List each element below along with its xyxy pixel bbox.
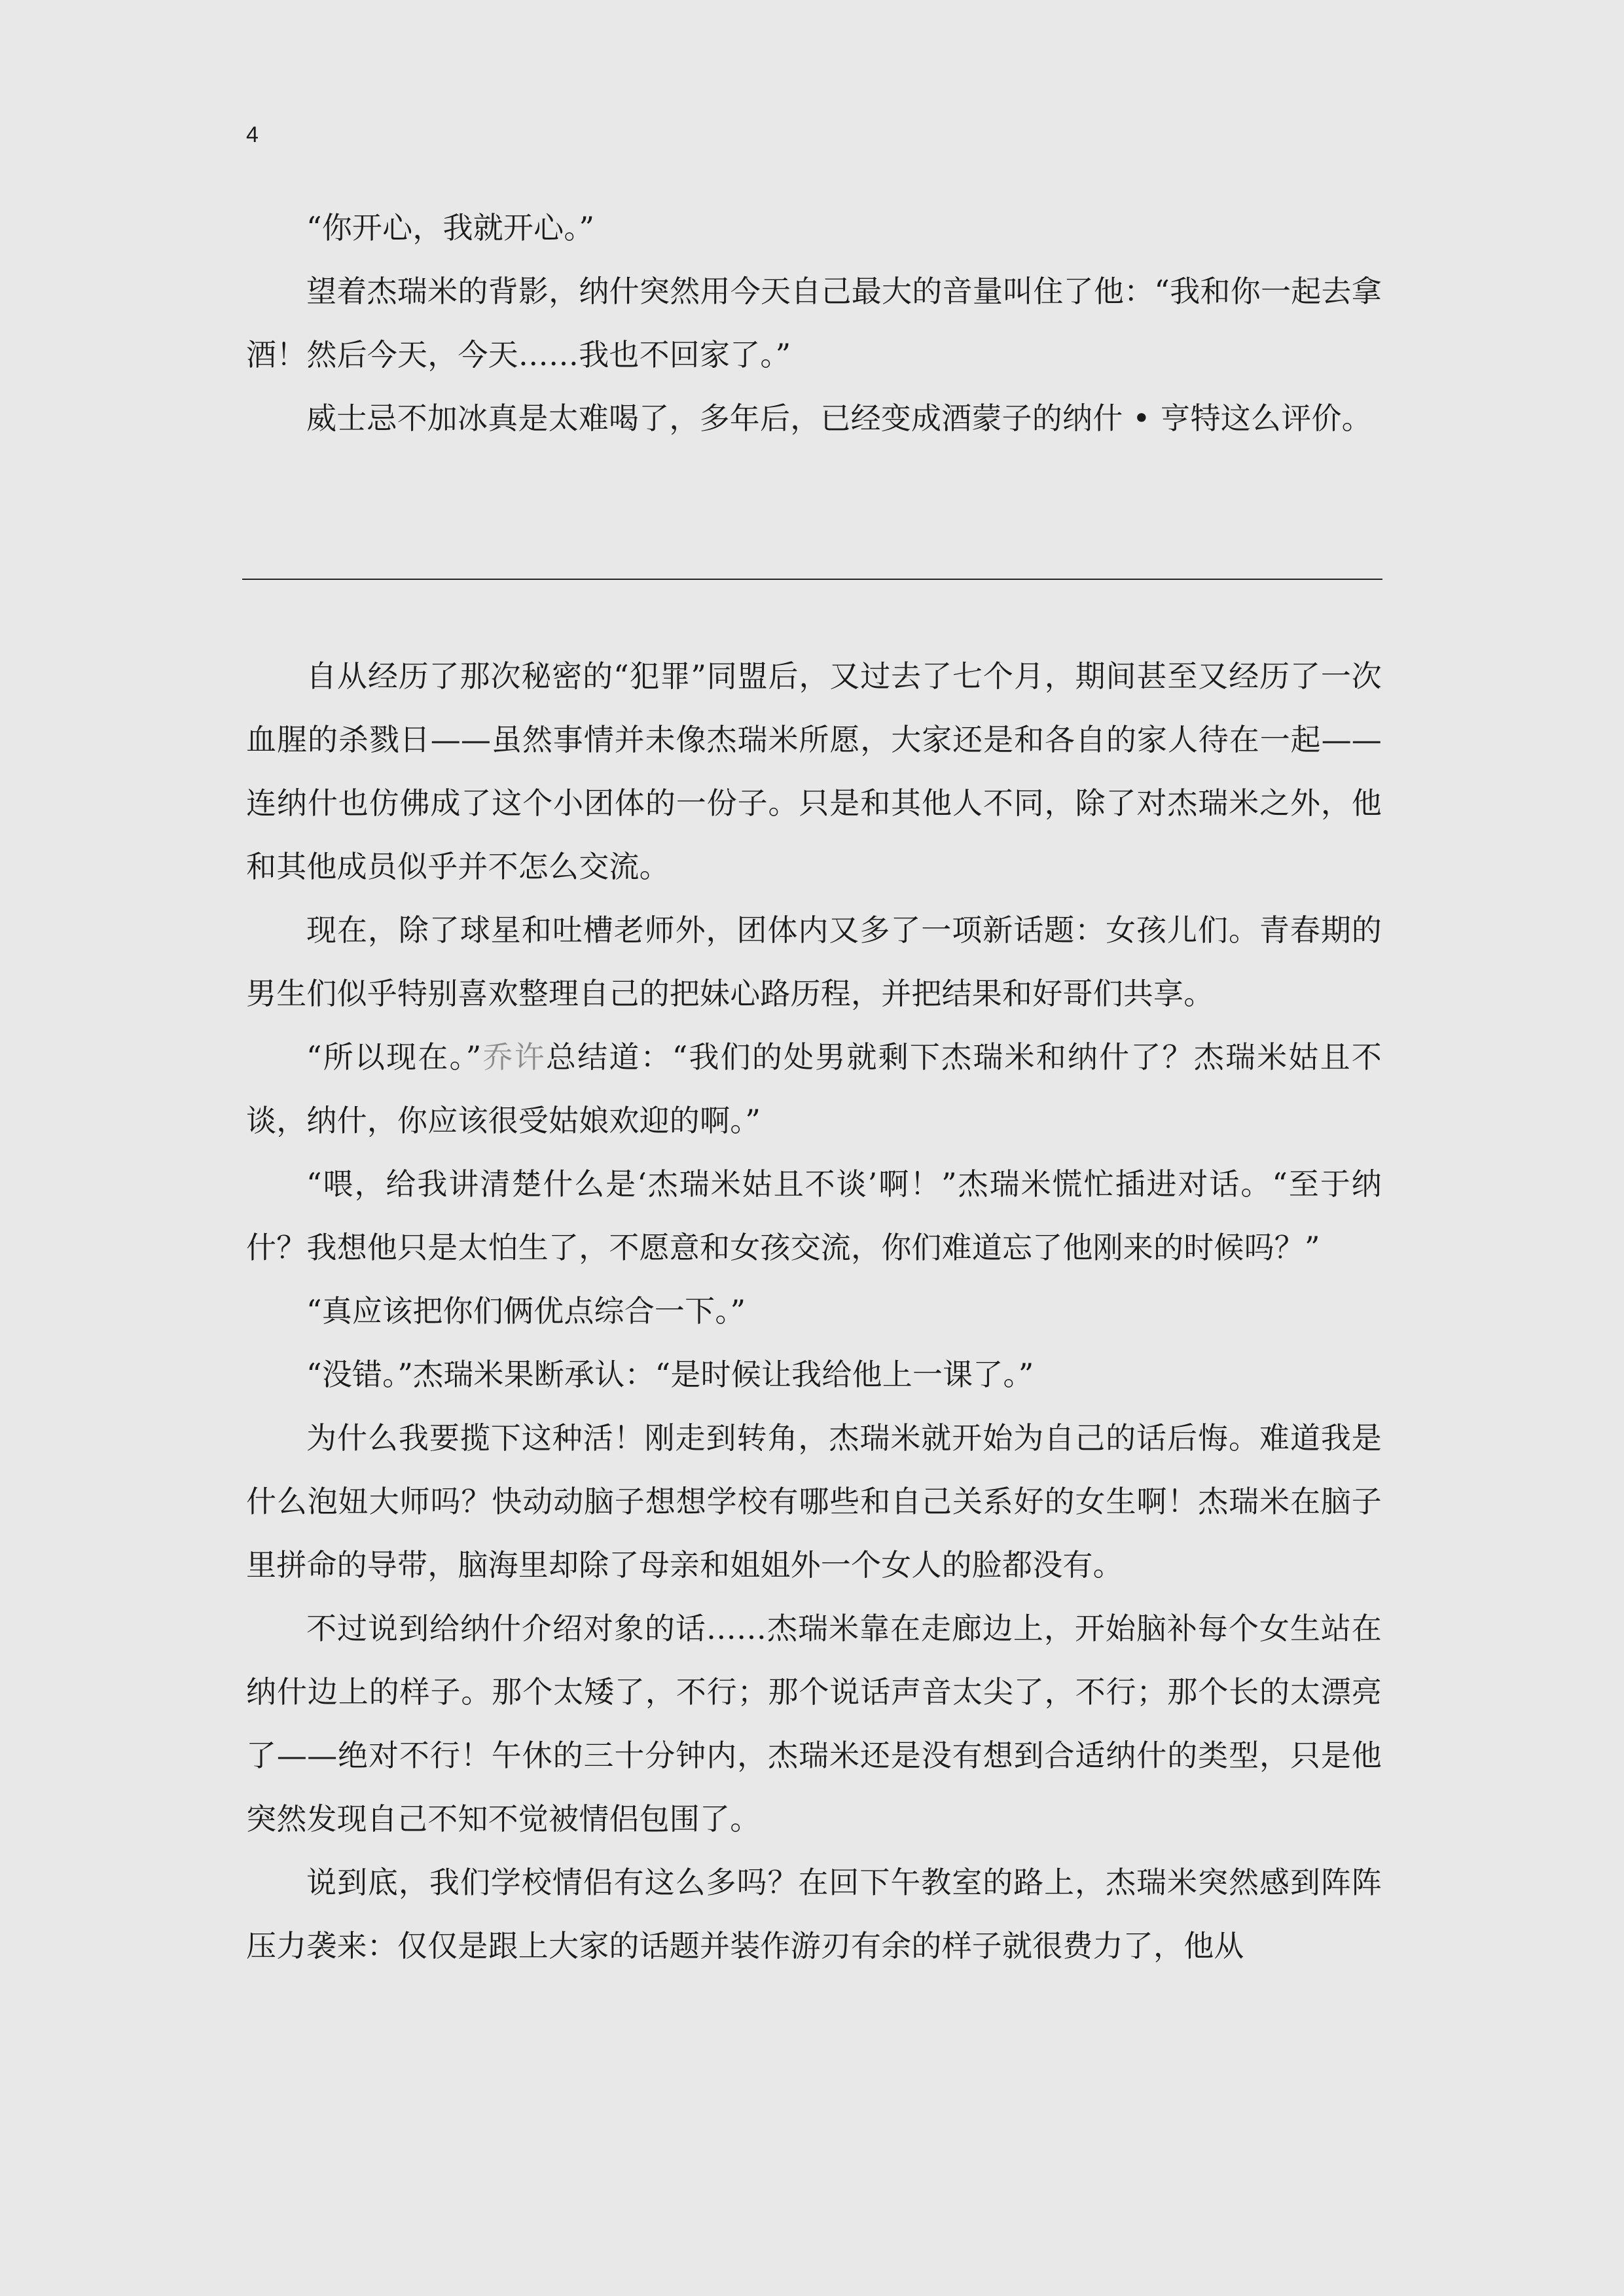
paragraph: “没错。”杰瑞米果断承认：“是时候让我给他上一课了。” — [306, 1357, 1034, 1392]
paragraph: 不过说到给纳什介绍对象的话……杰瑞米靠在走廊边上，开始脑补每个女生站在纳什边上的样子。那个太矮了，不行；那个说话声音太尖了，不行；那个长的太漂亮了——绝对不行！午休的三十分钟内，杰瑞米还是没有想到合适纳什的类型，只是他突然发现自己不知不觉被情侣包围了。 — [246, 1611, 1382, 1837]
paragraph: 威士忌不加冰真是太难喝了，多年后，已经变成酒蒙子的纳什 • 亨特这么评价。 — [306, 401, 1372, 436]
paragraph: “你开心，我就开心。” — [306, 210, 595, 245]
quote-after: 总结道：“我们的处男就剩下杰瑞米和纳什了？杰瑞米姑且不谈，纳什，你应该很受姑娘欢迎的啊。” — [246, 1039, 1382, 1138]
paragraph: 自从经历了那次秘密的“犯罪”同盟后，又过去了七个月，期间甚至又经历了一次血腥的杀戮日——虽然事情并未像杰瑞米所愿，大家还是和各自的家人待在一起——连纳什也仿佛成了这个小团体的一份子。只是和其他人不同，除了对杰瑞米之外，他和其他成员似乎并不怎么交流。 — [246, 658, 1382, 884]
page-number: 4 — [246, 122, 259, 147]
section-divider — [242, 579, 1382, 580]
quote-before: “所以现在。” — [306, 1039, 482, 1075]
text-block-main — [246, 645, 1382, 1978]
paragraph: “喂，给我讲清楚什么是‘杰瑞米姑且不谈’啊！”杰瑞米慌忙插进对话。“至于纳什？我想他只是太怕生了，不愿意和女孩交流，你们难道忘了他刚来的时候吗？” — [246, 1166, 1382, 1265]
paragraph: 望着杰瑞米的背影，纳什突然用今天自己最大的音量叫住了他：“我和你一起去拿酒！然后今天，今天……我也不回家了。” — [246, 274, 1382, 372]
paragraph-quote — [246, 1026, 1382, 1153]
highlighted-name: 乔许 — [481, 1039, 546, 1075]
paragraph: 为什么我要揽下这种活！刚走到转角，杰瑞米就开始为自己的话后悔。难道我是什么泡妞大师吗？快动动脑子想想学校有哪些和自己关系好的女生啊！杰瑞米在脑子里拼命的导带，脑海里却除了母亲和姐姐外一个女人的脸都没有。 — [246, 1420, 1382, 1583]
paragraph: 说到底，我们学校情侣有这么多吗？在回下午教室的路上，杰瑞米突然感到阵阵压力袭来：仅仅是跟上大家的话题并装作游刃有余的样子就很费力了，他从 — [246, 1865, 1382, 1964]
text-block-top — [246, 196, 1382, 450]
paragraph: 现在，除了球星和吐槽老师外，团体内又多了一项新话题：女孩儿们。青春期的男生们似乎特别喜欢整理自己的把妹心路历程，并把结果和好哥们共享。 — [246, 912, 1382, 1011]
paragraph: “真应该把你们俩优点综合一下。” — [306, 1293, 746, 1329]
